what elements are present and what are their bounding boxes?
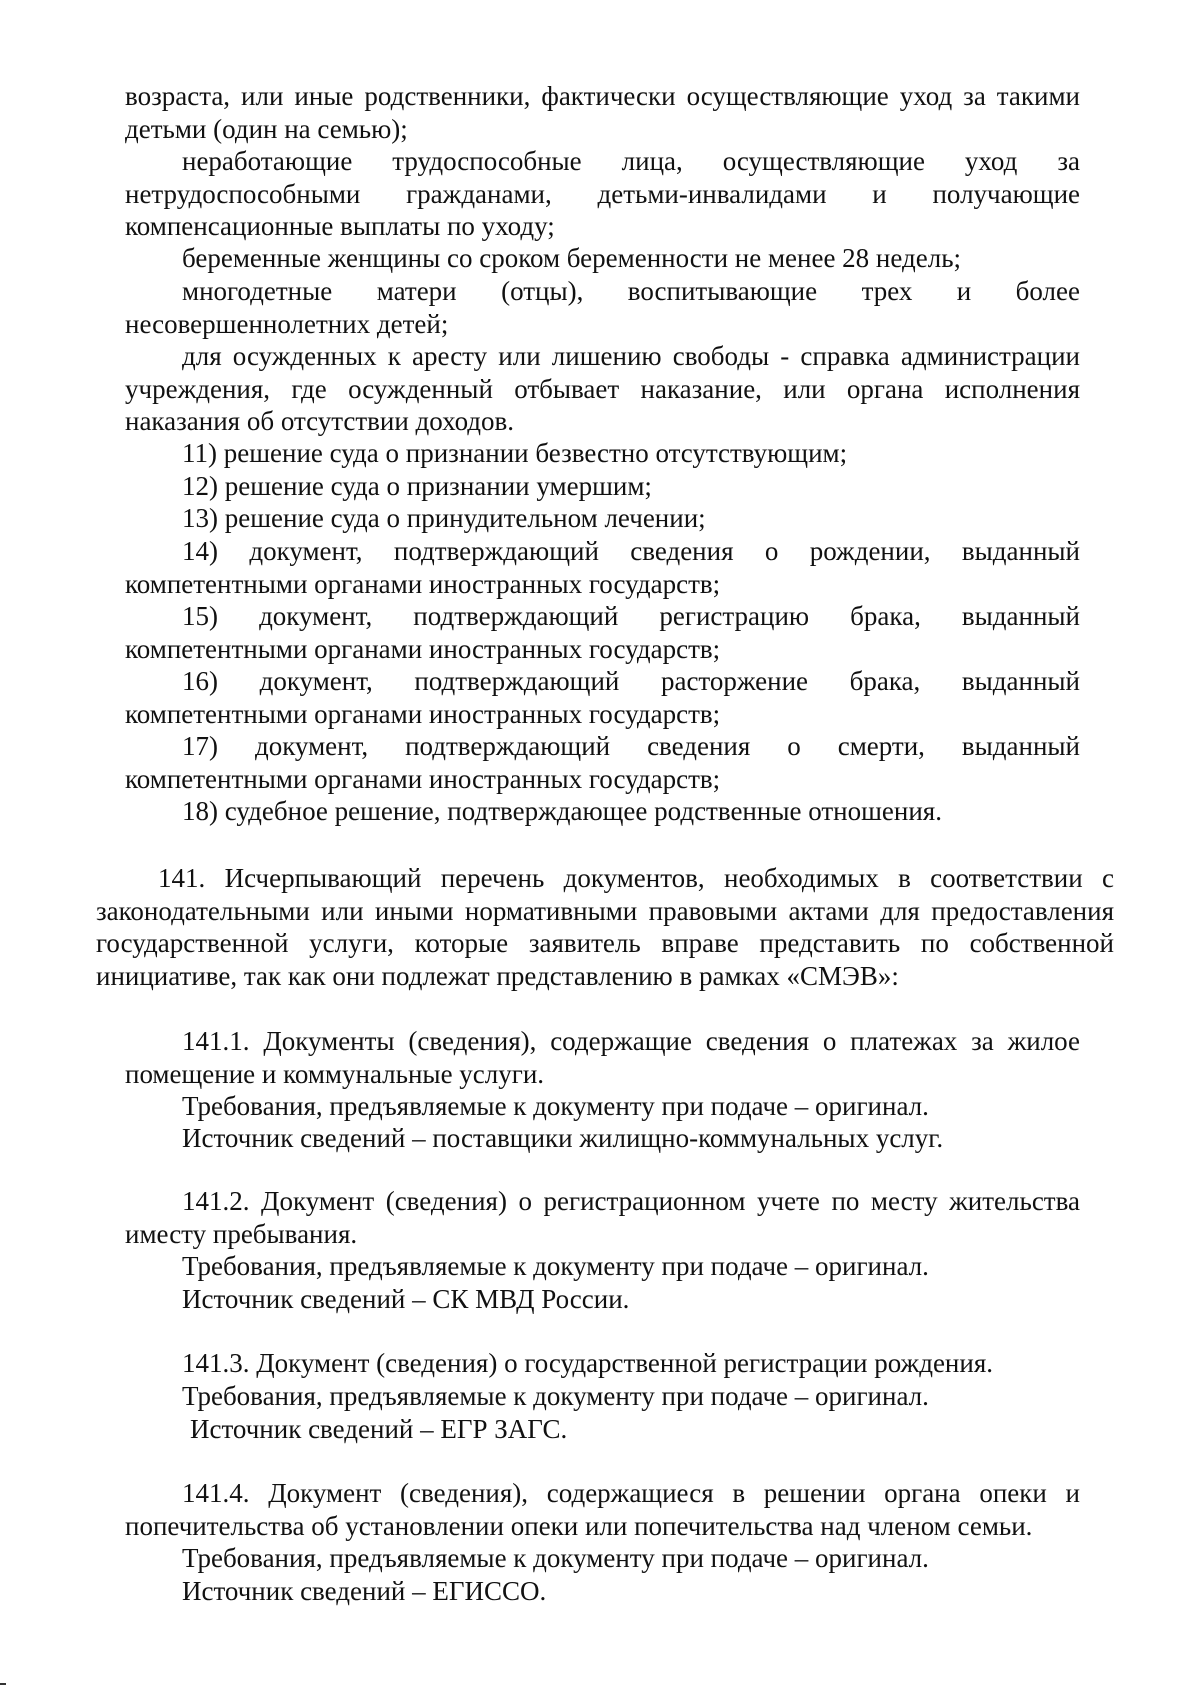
list-item-12: 12) решение суда о признании умершим; xyxy=(182,471,652,501)
section-141-intro: 141. Исчерпывающий перечень документов, необходимых в соответствии с законодательными или иными нормативными правовыми актами для предоставления государственной услуги, которые заявитель вправе представить по собственной инициативе, так как они подлежат представлению в рамках «СМЭВ»: xyxy=(96,863,1114,991)
paragraph-relatives-care: возраста, или иные родственники, фактически осуществляющие уход за такими детьми (один на семью); xyxy=(125,81,1080,144)
section-141-4-source: Источник сведений – ЕГИССО. xyxy=(182,1576,547,1606)
section-141-3-requirements: Требования, предъявляемые к документу при подаче – оригинал. xyxy=(182,1381,929,1411)
section-141-2-requirements: Требования, предъявляемые к документу при подаче – оригинал. xyxy=(182,1251,929,1281)
list-item-16: 16) документ, подтверждающий расторжение брака, выданный компетентными органами иностранных государств; xyxy=(125,666,1080,729)
section-141-3-source: Источник сведений – ЕГР ЗАГС. xyxy=(190,1414,568,1444)
paragraph-non-working-carers: неработающие трудоспособные лица, осуществляющие уход за нетрудоспособными гражданами, детьми-инвалидами и получающие компенсационные выплаты по уходу; xyxy=(125,146,1080,241)
section-141-2-title: 141.2. Документ (сведения) о регистрационном учете по месту жительства иместу пребывания. xyxy=(125,1186,1080,1249)
list-item-18: 18) судебное решение, подтверждающее родственные отношения. xyxy=(182,796,942,826)
list-item-17: 17) документ, подтверждающий сведения о смерти, выданный компетентными органами иностранных государств; xyxy=(125,731,1080,794)
section-141-4-title: 141.4. Документ (сведения), содержащиеся в решении органа опеки и попечительства об установлении опеки или попечительства над членом семьи. xyxy=(125,1478,1080,1541)
list-item-15: 15) документ, подтверждающий регистрацию брака, выданный компетентными органами иностранных государств; xyxy=(125,601,1080,664)
section-141-1-source: Источник сведений – поставщики жилищно-коммунальных услуг. xyxy=(182,1123,944,1153)
section-141-1-title: 141.1. Документы (сведения), содержащие сведения о платежах за жилое помещение и коммунальные услуги. xyxy=(125,1026,1080,1089)
section-141-4-requirements: Требования, предъявляемые к документу при подаче – оригинал. xyxy=(182,1543,929,1573)
list-item-13: 13) решение суда о принудительном лечении; xyxy=(182,503,706,533)
paragraph-large-families: многодетные матери (отцы), воспитывающие трех и более несовершеннолетних детей; xyxy=(125,276,1080,339)
list-item-11: 11) решение суда о признании безвестно отсутствующим; xyxy=(182,438,848,468)
section-141-3-title: 141.3. Документ (сведения) о государственной регистрации рождения. xyxy=(182,1348,993,1378)
section-141-2-source: Источник сведений – СК МВД России. xyxy=(182,1284,630,1314)
paragraph-pregnant-women: беременные женщины со сроком беременности не менее 28 недель; xyxy=(182,243,962,273)
scan-edge-mark xyxy=(0,1683,6,1685)
paragraph-convicted-persons: для осужденных к аресту или лишению свободы - справка администрации учреждения, где осужденный отбывает наказание, или органа исполнения наказания об отсутствии доходов. xyxy=(125,341,1080,436)
section-141-1-requirements: Требования, предъявляемые к документу при подаче – оригинал. xyxy=(182,1091,929,1121)
list-item-14: 14) документ, подтверждающий сведения о рождении, выданный компетентными органами иностранных государств; xyxy=(125,536,1080,599)
